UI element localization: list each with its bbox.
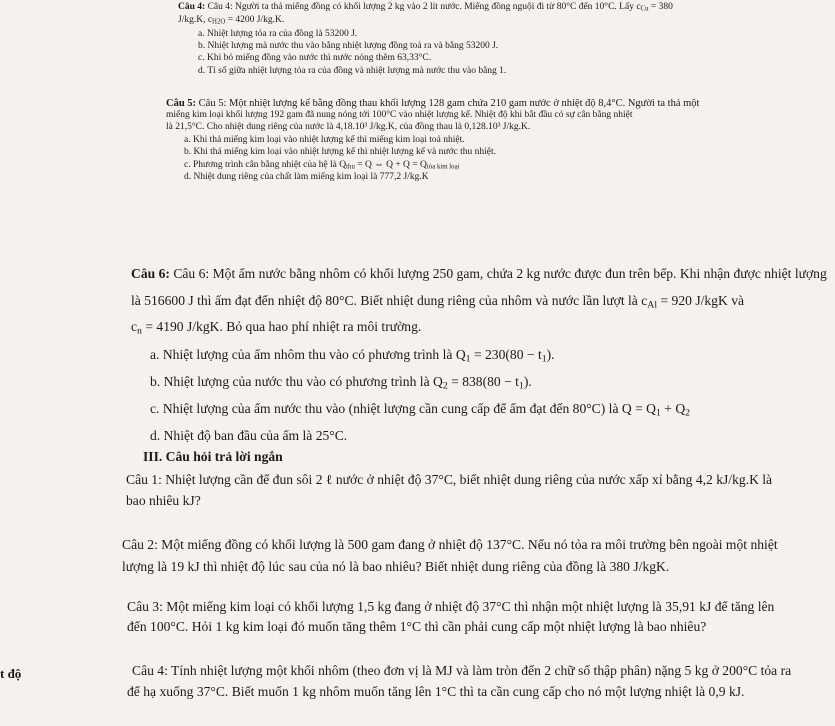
short-q2-line2: lượng là 19 kJ thì nhiệt độ lúc sau của nó là bao nhiêu? Biết nhiệt dung riêng của đồng là 380 J/kgK. bbox=[122, 559, 670, 574]
q4-option-b: b. Nhiệt lượng mà nước thu vào bằng nhiệt lượng đồng toả ra và bằng 53200 J. bbox=[198, 41, 499, 51]
bottom-fragment: t độ bbox=[0, 666, 22, 681]
q6-option-c: c. Nhiệt lượng của ấm nước thu vào (nhiệt lượng cần cung cấp để ấm đạt đến 80°C) là $Q = Q_1 + Q_2$ bbox=[150, 401, 691, 419]
q5-option-a: a. Khi thả miếng kim loại vào nhiệt lượng kế thì miếng kim loại toả nhiệt. bbox=[184, 135, 465, 145]
q5-option-d: d. Nhiệt dung riêng của chất làm miếng kim loại là 777,2 J/kg.K bbox=[184, 172, 429, 182]
q4-option-a: a. Nhiệt lượng tỏa ra của đồng là 53200 J. bbox=[198, 29, 358, 39]
short-q2-line1: Câu 2: Một miếng đồng có khối lượng là 500 gam đang ở nhiệt độ 137°C. Nếu nó tỏa ra môi trường bên ngoài một nhiệt bbox=[122, 537, 778, 552]
section-iii-heading: III. Câu hỏi trả lời ngắn bbox=[143, 449, 283, 464]
q6-line3: $c_n = 4190$ J/kgK. Bỏ qua hao phí nhiệt ra môi trường. bbox=[131, 319, 422, 337]
short-q4-line1: Câu 4: Tính nhiệt lượng một khối nhôm (theo đơn vị là MJ và làm tròn đến 2 chữ số thập phân) nặng 5 kg ở 200°C tỏa ra bbox=[132, 663, 792, 678]
q4-option-c: c. Khi bỏ miếng đồng vào nước thì nước nóng thêm 63,33°C. bbox=[198, 53, 432, 63]
short-q3-line2: đến 100°C. Hỏi 1 kg kim loại đó muốn tăng thêm 1°C thì cần phải cung cấp một nhiệt lượng là bao nhiêu? bbox=[127, 619, 707, 634]
q6-option-a: a. Nhiệt lượng của ấm nhôm thu vào có phương trình là $Q_1 = 230(80 - t_1)$. bbox=[150, 347, 555, 365]
q4-line2: J/kg.K, $c_{H2O} = 4200$ J/kg.K. bbox=[178, 15, 285, 26]
q5-option-c: c. Phương trình cân bằng nhiệt của hệ là $Q_{thu} = Q$ ⇔ $Q + Q = Q_{tỏa kim loại}$ bbox=[184, 160, 460, 171]
q6-line1: Câu 6: Câu 6: Một ấm nước bằng nhôm có khối lượng 250 gam, chứa 2 kg nước được đun trên bếp. Khi nhận được nhiệt lượng bbox=[131, 266, 827, 281]
q5-line2: miếng kim loại khối lượng 192 gam đã nung nóng tới 100°C vào nhiệt lượng kế. Nhiệt độ khi bắt đầu có sự cân bằng nhiệt bbox=[166, 110, 633, 120]
q5-line3: là 21,5°C. Cho nhiệt dung riêng của nước là 4,18.10³ J/kg.K, của đồng thau là 0,128.10³ J/kg.K. bbox=[166, 122, 531, 132]
short-q1-line1: Câu 1: Nhiệt lượng cần để đun sôi 2 ℓ nước ở nhiệt độ 37°C, biết nhiệt dung riêng của nước xấp xỉ bằng 4,2 kJ/kg.K là bbox=[126, 472, 773, 487]
q4-line1: Câu 4: Câu 4: Người ta thả miếng đồng có khối lượng 2 kg vào 2 lít nước. Miếng đồng nguội đi từ 80°C đến 10°C. Lấy $c_{Cu} = 380$ bbox=[178, 2, 673, 13]
q5-option-b: b. Khi thả miếng kim loại vào nhiệt lượng kế thì nhiệt lượng kế và nước thu nhiệt. bbox=[184, 147, 497, 157]
q6-line2: là 516600 J thì ấm đạt đến nhiệt độ 80°C. Biết nhiệt dung riêng của nhôm và nước lần lượt là $c_{Al} = 920$ J/kgK và bbox=[131, 293, 745, 311]
short-q4-line2: để hạ xuống 37°C. Biết muốn 1 kg nhôm muốn tăng lên 1°C thì ta cần cung cấp cho nó một lượng nhiệt là 0,9 kJ. bbox=[127, 684, 745, 699]
short-q3-line1: Câu 3: Một miếng kim loại có khối lượng 1,5 kg đang ở nhiệt độ 37°C thì nhận một nhiệt lượng là 35,91 kJ để tăng lên bbox=[127, 599, 775, 614]
q5-line1: Câu 5: Câu 5: Một nhiệt lượng kế bằng đồng thau khối lượng 128 gam chứa 210 gam nước ở nhiệt độ 8,4°C. Người ta thả một bbox=[166, 98, 700, 109]
q4-option-d: d. Tỉ số giữa nhiệt lượng tỏa ra của đồng và nhiệt lượng mà nước thu vào bằng 1. bbox=[198, 66, 507, 76]
short-q1-line2: bao nhiêu kJ? bbox=[126, 493, 201, 508]
q6-option-d: d. Nhiệt độ ban đầu của ấm là 25°C. bbox=[150, 428, 348, 443]
q6-option-b: b. Nhiệt lượng của nước thu vào có phương trình là $Q_2 = 838(80 - t_1)$. bbox=[150, 374, 532, 392]
